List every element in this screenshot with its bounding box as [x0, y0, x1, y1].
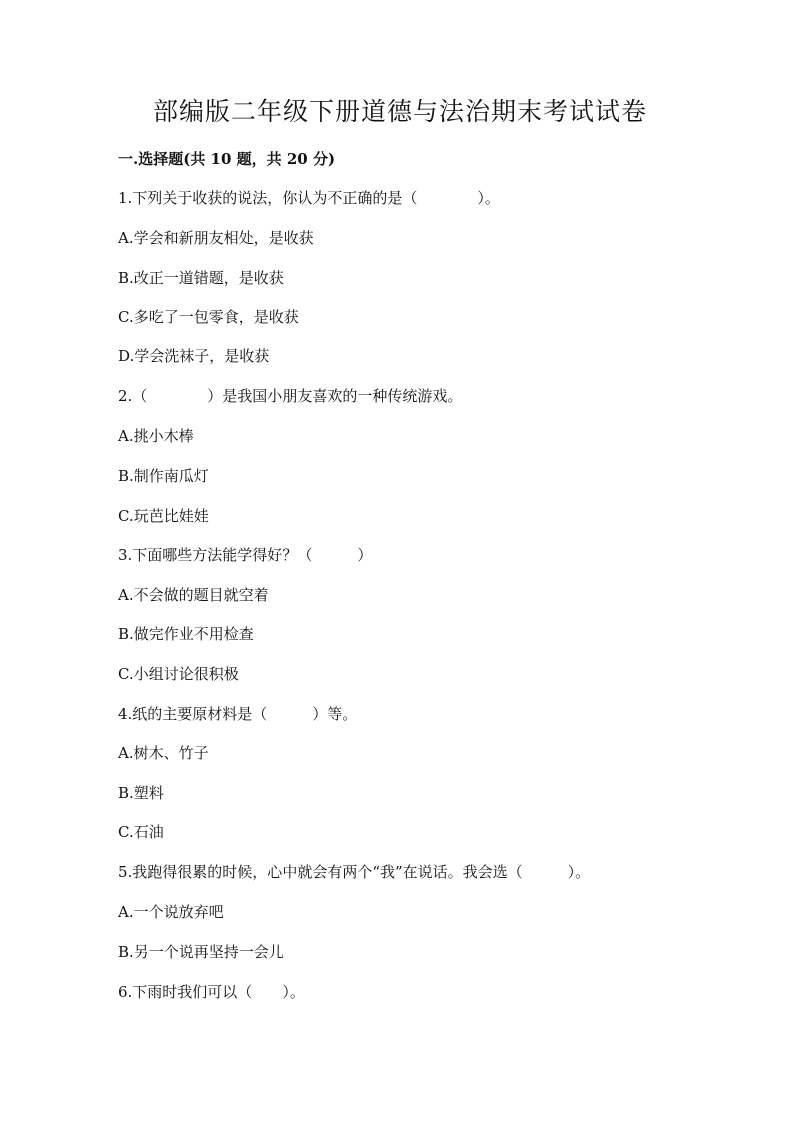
question-5-option-a: A.一个说放弃吧 [118, 903, 224, 921]
question-4-option-c: C.石油 [118, 823, 164, 841]
question-5-option-b: B.另一个说再坚持一会儿 [118, 943, 284, 961]
question-1-option-c: C.多吃了一包零食，是收获 [118, 308, 299, 326]
question-3-option-c: C.小组讨论很积极 [118, 665, 239, 683]
question-stem-4: 4.纸的主要原材料是（ ）等。 [118, 705, 358, 723]
question-1-option-b: B.改正一道错题，是收获 [118, 269, 284, 287]
question-2-option-b: B.制作南瓜灯 [118, 467, 209, 485]
question-stem-1: 1.下列关于收获的说法，你认为不正确的是（ ）。 [118, 189, 500, 207]
question-stem-3: 3.下面哪些方法能学得好？（ ） [118, 546, 373, 564]
question-3-option-b: B.做完作业不用检查 [118, 625, 254, 643]
question-stem-5: 5.我跑得很累的时候，心中就会有两个“我”在说话。我会选（ ）。 [118, 863, 591, 881]
question-stem-6: 6.下雨时我们可以（ ）。 [118, 983, 305, 1001]
question-1-option-d: D.学会洗袜子，是收获 [118, 347, 270, 365]
question-3-option-a: A.不会做的题目就空着 [118, 586, 269, 604]
question-4-option-a: A.树木、竹子 [118, 744, 209, 762]
question-1-option-a: A.学会和新朋友相处，是收获 [118, 229, 314, 247]
question-2-option-a: A.挑小木棒 [118, 427, 194, 445]
page-title: 部编版二年级下册道德与法治期末考试试卷 [152, 97, 647, 126]
question-4-option-b: B.塑料 [118, 784, 164, 802]
question-2-option-c: C.玩芭比娃娃 [118, 507, 209, 525]
section-heading: 一.选择题(共 10 题，共 20 分) [118, 150, 336, 168]
question-stem-2: 2.（ ）是我国小朋友喜欢的一种传统游戏。 [118, 387, 463, 405]
